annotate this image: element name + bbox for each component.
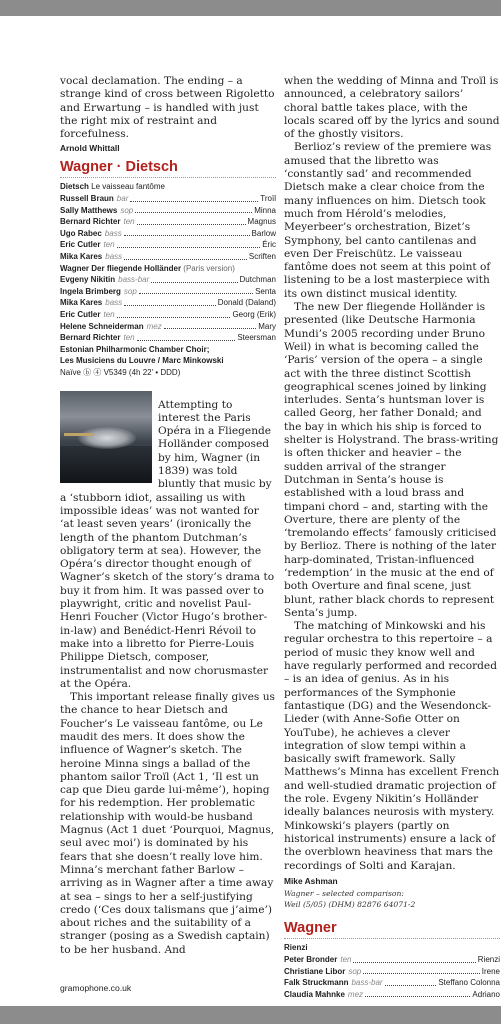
cast-row (60, 193, 276, 205)
dot-leader (130, 193, 258, 202)
dot-leader (124, 251, 247, 260)
review-text: Berlioz’s review of the premiere was amused that the libretto was ‘constantly sad’ and recommended Dietsch make a clear choice from the many influences on him. Dietsch took much from Hérold’s melodies, Meyerbeer’s orchestration, Bizet’s Symphony, bel canto cantilenas and even Der Freischütz. Le vaisseau fantôme does not seem at this point of listening to be a lost masterpiece with its own distinct musical identity. (284, 141, 492, 300)
dot-leader (363, 966, 480, 975)
role-name: Barlow (251, 228, 276, 238)
singer-name: Claudia Mahnke (284, 989, 345, 999)
cast-list (60, 274, 276, 344)
singer-name: Evgeny Nikitin (60, 275, 116, 285)
role-name: Éric (262, 240, 276, 250)
dot-leader (135, 205, 252, 214)
cast-row (60, 297, 276, 309)
voice-type: sop (120, 205, 134, 215)
voice-type: sop (123, 286, 137, 296)
dot-leader (353, 954, 475, 963)
dot-leader (151, 274, 237, 283)
cast-row (60, 321, 276, 333)
dot-leader (164, 321, 257, 330)
voice-type: ten (340, 955, 352, 964)
dot-leader (139, 286, 253, 295)
dot-leader (365, 989, 470, 998)
review-text: when the wedding of Minna and Troïl is announced, a celebratory sailors’ choral battle takes place, with the locals scared off by the lyrics and sound of the ghostly visitors. (284, 75, 500, 141)
voice-type: bass-bar (351, 978, 383, 988)
singer-name: Mika Kares (60, 298, 103, 308)
role-name: Rienzi (477, 955, 500, 964)
role-name: Scriften (248, 252, 276, 262)
dot-leader (124, 228, 250, 237)
dot-leader (137, 332, 236, 341)
role-name: Steersman (237, 333, 276, 343)
cast-row (60, 239, 276, 251)
right-column (284, 75, 500, 1000)
cast-row (60, 274, 276, 286)
dot-leader (117, 309, 231, 318)
review-author: Mike Ashman (284, 875, 338, 886)
voice-type: bass (105, 252, 123, 262)
ensemble: Estonian Philharmonic Chamber Choir; (60, 344, 210, 354)
voice-type: ten (103, 240, 115, 250)
cast-row (284, 989, 500, 1001)
review-author: Arnold Whittall (60, 143, 120, 154)
ensemble: Les Musiciens du Louvre / Marc Minkowski (60, 356, 224, 366)
comparison-ref: Weil (5/05) (DHM) 82876 64071-2 (284, 899, 416, 909)
voice-type: ten (123, 217, 135, 227)
dot-leader (124, 297, 216, 306)
role-name: Adriano (472, 989, 500, 999)
singer-name: Falk Struckmann (284, 978, 349, 988)
dot-leader (117, 239, 261, 248)
cast-row (60, 216, 276, 228)
voice-type: bass (104, 228, 122, 238)
singer-name: Christiane Libor (284, 966, 346, 976)
role-name: Georg (Erik) (232, 310, 276, 320)
singer-name: Mika Kares (60, 252, 103, 262)
singer-name: Ugo Rabec (60, 228, 102, 238)
singer-name: Eric Cutler (60, 240, 101, 250)
dot-leader (137, 216, 246, 225)
dot-leader (385, 977, 437, 986)
cast-row (284, 954, 500, 966)
album-cover-image (60, 391, 152, 483)
voice-type: ten (123, 333, 135, 343)
voice-type: mez (347, 989, 364, 999)
role-name: Troïl (260, 194, 276, 204)
role-name: Donald (Daland) (217, 298, 276, 308)
top-bar (0, 0, 501, 16)
role-name: Magnus (247, 217, 276, 227)
role-name: Dutchman (239, 275, 276, 285)
role-name: Mary (258, 321, 276, 331)
section-title: Wagner · Dietsch (60, 159, 276, 178)
cast-row (284, 966, 500, 978)
voice-type: bass-bar (118, 275, 150, 285)
singer-name: Russell Braun (60, 194, 114, 204)
cast-list (60, 193, 276, 263)
cast-row (60, 205, 276, 217)
singer-name: Sally Matthews (60, 205, 118, 215)
bottom-bar (0, 1006, 501, 1024)
voice-type: bar (116, 194, 129, 204)
work-title: Dietsch Le vaisseau fantôme (60, 182, 165, 192)
voice-type: ten (103, 310, 115, 320)
singer-name: Ingela Brimberg (60, 286, 121, 296)
cast-row (60, 228, 276, 240)
singer-name: Bernard Richter (60, 217, 121, 227)
singer-name: Peter Bronder (284, 955, 338, 964)
singer-name: Eric Cutler (60, 310, 101, 320)
role-name: Irene (481, 966, 500, 976)
cast-list (284, 954, 500, 1000)
cast-row (60, 332, 276, 344)
role-name: Senta (255, 286, 276, 296)
role-name: Steffano Colonna (438, 978, 500, 988)
review-text: The new Der fliegende Holländer is presented (like Deutsche Harmonia Mundi’s 2005 recording under Bruno Weil) in what is becoming called the ‘Paris’ version of the opera – a single act with the three distinct Scottish geographical scenes joined by linking interludes. Senta’s huntsman lover is called Georg, her father Donald; and the bay in which his ship is forced to shelter is Holystrand. The brass-writing is often thicker and heavier – the sudden arrival of the stranger Dutchman in Senta’s house is established with a loud brass and timpani chord – and, starting with the Overture, there are plenty of the ‘tremolando effects’ famously criticised by Berlioz. There is nothing of the later harp-dominated, Tristan-influenced ‘redemption’ in the music at the end of both Overture and final scene, just blunt, rather black chords to represent Senta’s jump. (284, 301, 499, 619)
review-text: The matching of Minkowski and his regular orchestra to this repertoire – a period of music they know well and have regularly performed and recorded – is an idea of genius. As in his performances of the Symphonie fantastique (DG) and the Wesendonck-Lieder (with Anne-Sofie Otter on YouTube), he achieves a clever integration of slow tempi within a basically swift framework. Sally Matthews’s Minna has excellent French and well-studied dramatic projection of the role. Evgeny Nikitin’s Holländer ideally balances neurosis with mystery. Minkowski’s players (partly on historical instruments) ensure a lack of the overblown heaviness that mars the recordings of Solti and Karajan. (284, 620, 500, 872)
review-text: vocal declamation. The ending – a strange kind of cross between Rigoletto and Erwartung – is handled with just the right mix of restraint and forcefulness. (60, 75, 275, 141)
review-text: Attempting to interest the Paris Opéra in a Fliegende Holländer composed by him, Wagner (in 1839) was told bluntly that music by a ‘stubborn idiot, assailing us with impossible ideas’ was not wanted for ‘at least seven years’ (ironically the length of the phantom Dutchman’s obligatory term at sea). However, the Opéra’s director thought enough of Wagner’s sketch of the story’s drama to buy it from him. It was passed over to playwright, critic and novelist Paul-Henri Foucher (Victor Hugo’s brother-in-law) and Benédict-Henri Révoil to make into a libretto for Pierre-Louis Philippe Dietsch, composer, instrumentalist and now chorusmaster at the Opéra. (60, 398, 275, 690)
footer-url: gramophone.co.uk (60, 983, 132, 993)
catalogue-info: Naïve ⓑ ④ V5349 (4h 22' • DDD) (60, 367, 181, 377)
work-title: Rienzi (284, 943, 308, 953)
section-title: Wagner (284, 920, 500, 939)
review-text: This important release finally gives us the chance to hear Dietsch and Foucher’s Le vaisseau fantôme, ou Le maudit des mers. It does show the influence of Wagner’s sketch. The heroine Minna sings a ballad of the phantom sailor Troïl (Act 1, ‘Il est un cap que Dieu garde lui-même’), hoping for his redemption. Her problematic relationship with would-be husband Magnus (Act 1 duet ‘Pourquoi, Magnus, seul avec moi’) is dominated by his fears that she doesn’t really love him. Minna’s merchant father Barlow – arriving as in Wagner after a time away at sea – sings to her a self-justifying credo (‘Ces doux talismans que j’aime’) about riches and the suitability of a stranger (posing as a Swedish captain) to be her husband. And (60, 691, 275, 956)
role-name: Minna (254, 205, 276, 215)
cast-row (60, 251, 276, 263)
cast-row (284, 977, 500, 989)
voice-type: sop (348, 966, 362, 976)
work-title: Wagner Der fliegende Holländer (Paris version) (60, 263, 235, 273)
comparison-label: Wagner – selected comparison: (284, 888, 404, 898)
left-column (60, 75, 276, 957)
cast-row (60, 309, 276, 321)
cast-row (60, 286, 276, 298)
singer-name: Helene Schneiderman (60, 321, 144, 331)
voice-type: bass (105, 298, 123, 308)
singer-name: Bernard Richter (60, 333, 121, 343)
voice-type: mez (146, 321, 162, 331)
